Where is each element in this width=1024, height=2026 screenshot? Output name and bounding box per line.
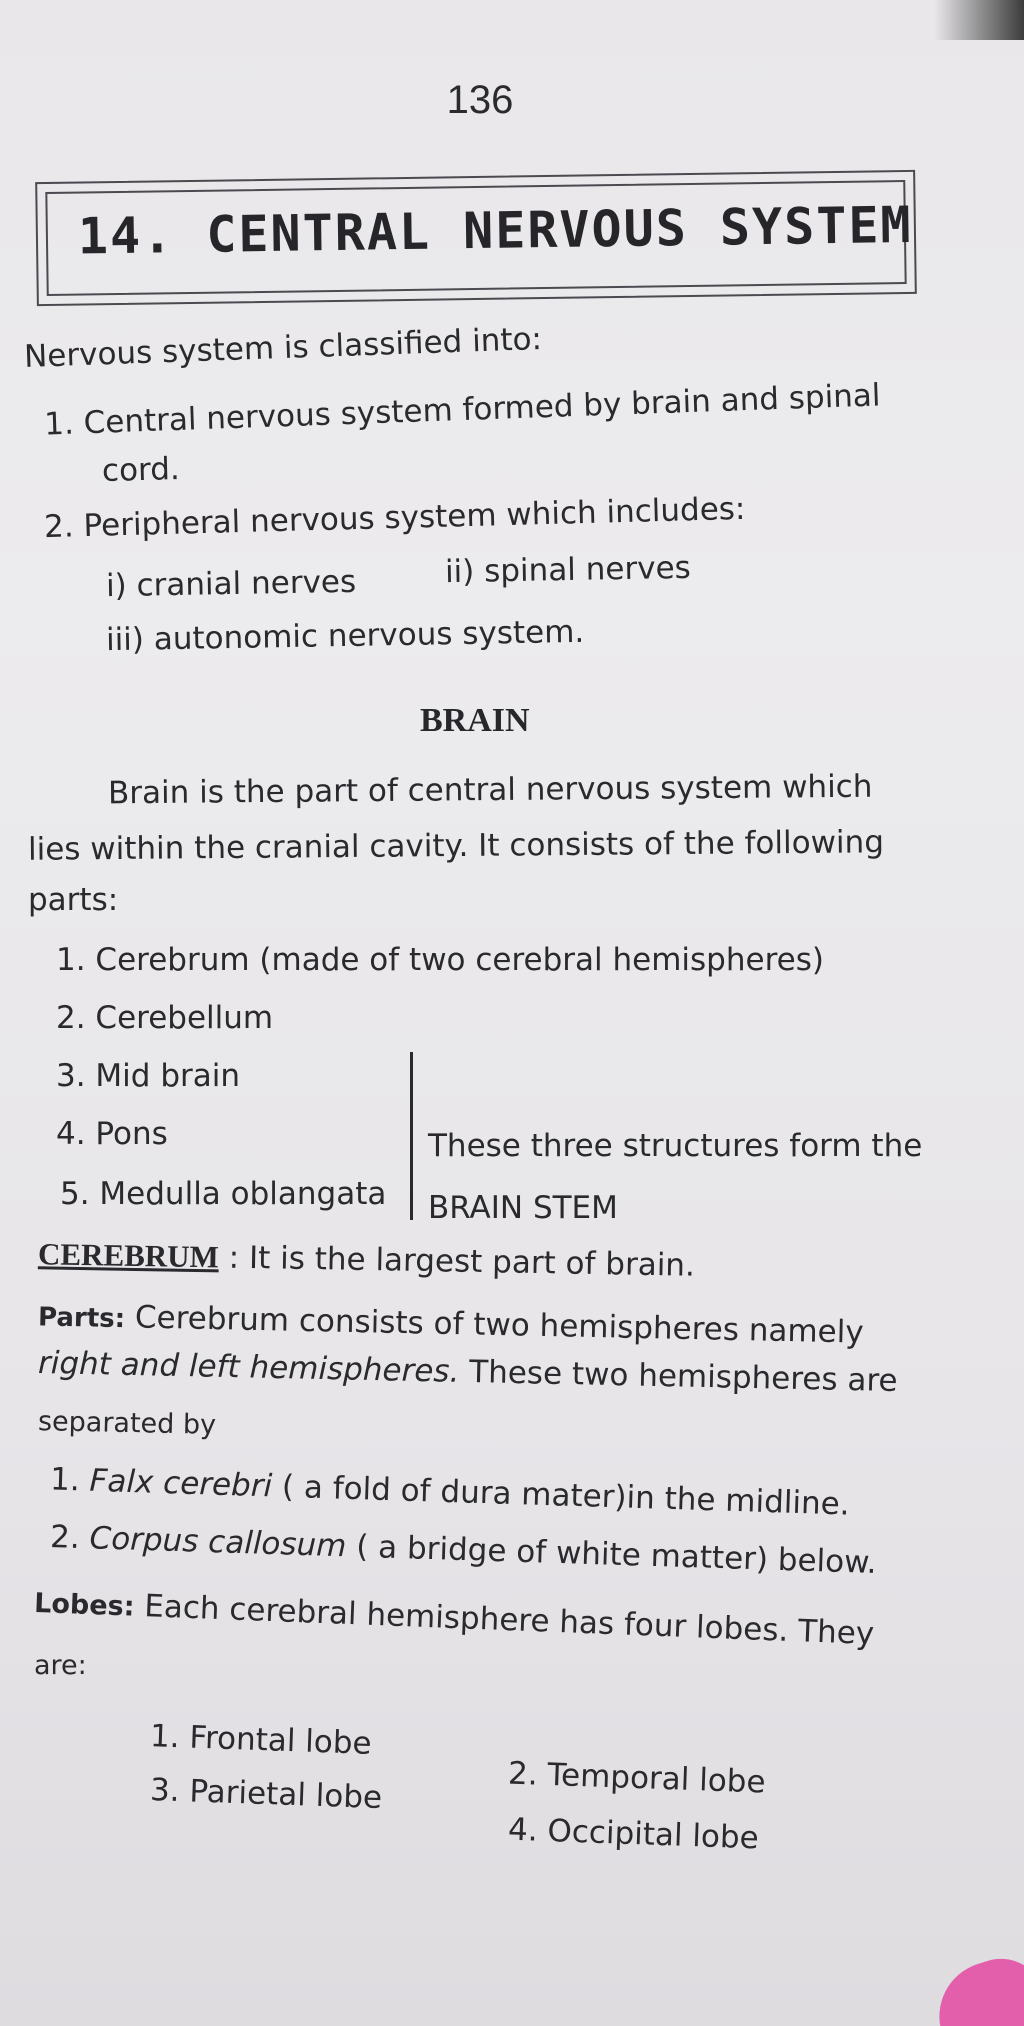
- brain-paragraph-line-1: Brain is the part of central nervous system which: [107, 768, 873, 812]
- cerebrum-parts-line-1: [38, 1297, 864, 1350]
- separator-1-description: ( a fold of dura mater)in the midline.: [271, 1468, 851, 1523]
- separator-1-term: Falx cerebri: [89, 1462, 273, 1505]
- lobe-3: 3. Parietal lobe: [149, 1771, 383, 1817]
- brain-part-1: 1. Cerebrum (made of two cerebral hemispheres): [56, 942, 824, 978]
- brain-paragraph-line-2: lies within the cranial cavity. It consists of the following: [27, 824, 885, 868]
- lobes-text: Each cerebral hemisphere has four lobes. They: [133, 1587, 875, 1653]
- brain-part-4: 4. Pons: [56, 1116, 168, 1152]
- brain-stem-note-line-2: BRAIN STEM: [428, 1190, 618, 1226]
- separator-2-number: 2.: [49, 1519, 81, 1556]
- lobes-line: [34, 1584, 875, 1652]
- cerebrum-parts-line-2: [38, 1345, 898, 1399]
- brain-paragraph-line-3: parts:: [28, 882, 119, 918]
- chapter-title-box: [35, 170, 917, 306]
- lobe-1: 1. Frontal lobe: [149, 1718, 373, 1762]
- parts-text-line-1: Cerebrum consists of two hemispheres namely: [134, 1299, 865, 1351]
- cerebrum-definition-line: [38, 1236, 695, 1283]
- cerebrum-definition: : It is the largest part of brain.: [218, 1239, 696, 1284]
- separator-2-description: ( a bridge of white matter) below.: [345, 1528, 878, 1581]
- parts-text-line-2-italic: right and left hemispheres.: [37, 1345, 460, 1390]
- lobes-label: Lobes:: [33, 1587, 136, 1623]
- separator-2-term: Corpus callosum: [89, 1520, 347, 1565]
- separator-item-2: [50, 1519, 877, 1581]
- finger-tip: [925, 1947, 1024, 2026]
- brain-part-3: 3. Mid brain: [56, 1058, 241, 1094]
- brain-part-5: 5. Medulla oblangata: [60, 1176, 387, 1212]
- brain-stem-bracket-line: [410, 1052, 413, 1220]
- parts-label: Parts:: [37, 1302, 126, 1335]
- cerebrum-parts-line-3: separated by: [37, 1406, 217, 1441]
- intro-lead: Nervous system is classified into:: [23, 320, 543, 376]
- parts-text-line-2: These two hemispheres are: [468, 1354, 898, 1399]
- lobe-2: 2. Temporal lobe: [507, 1755, 767, 1801]
- intro-sub-item-iii: iii) autonomic nervous system.: [105, 613, 585, 659]
- brain-heading: BRAIN: [420, 702, 530, 739]
- brain-part-2: 2. Cerebellum: [56, 1000, 274, 1036]
- intro-sub-item-i: i) cranial nerves: [105, 563, 357, 605]
- lobe-4: 4. Occipital lobe: [507, 1811, 760, 1857]
- chapter-title: 14. CENTRAL NERVOUS SYSTEM: [77, 195, 913, 266]
- separator-item-1: [50, 1461, 851, 1522]
- intro-item-1-continued: cord.: [101, 450, 181, 490]
- intro-sub-item-ii: ii) spinal nerves: [444, 549, 692, 591]
- cerebrum-label: CEREBRUM: [37, 1236, 220, 1275]
- brain-stem-note-line-1: These three structures form the: [428, 1128, 923, 1164]
- intro-item-2: 2. Peripheral nervous system which includes:: [43, 490, 746, 546]
- separator-1-number: 1.: [49, 1461, 81, 1499]
- page-number: 136: [446, 78, 514, 122]
- intro-item-1: 1. Central nervous system formed by brain and spinal: [43, 377, 882, 443]
- page-corner-shadow: [934, 0, 1024, 40]
- lobes-line-2: are:: [34, 1650, 87, 1681]
